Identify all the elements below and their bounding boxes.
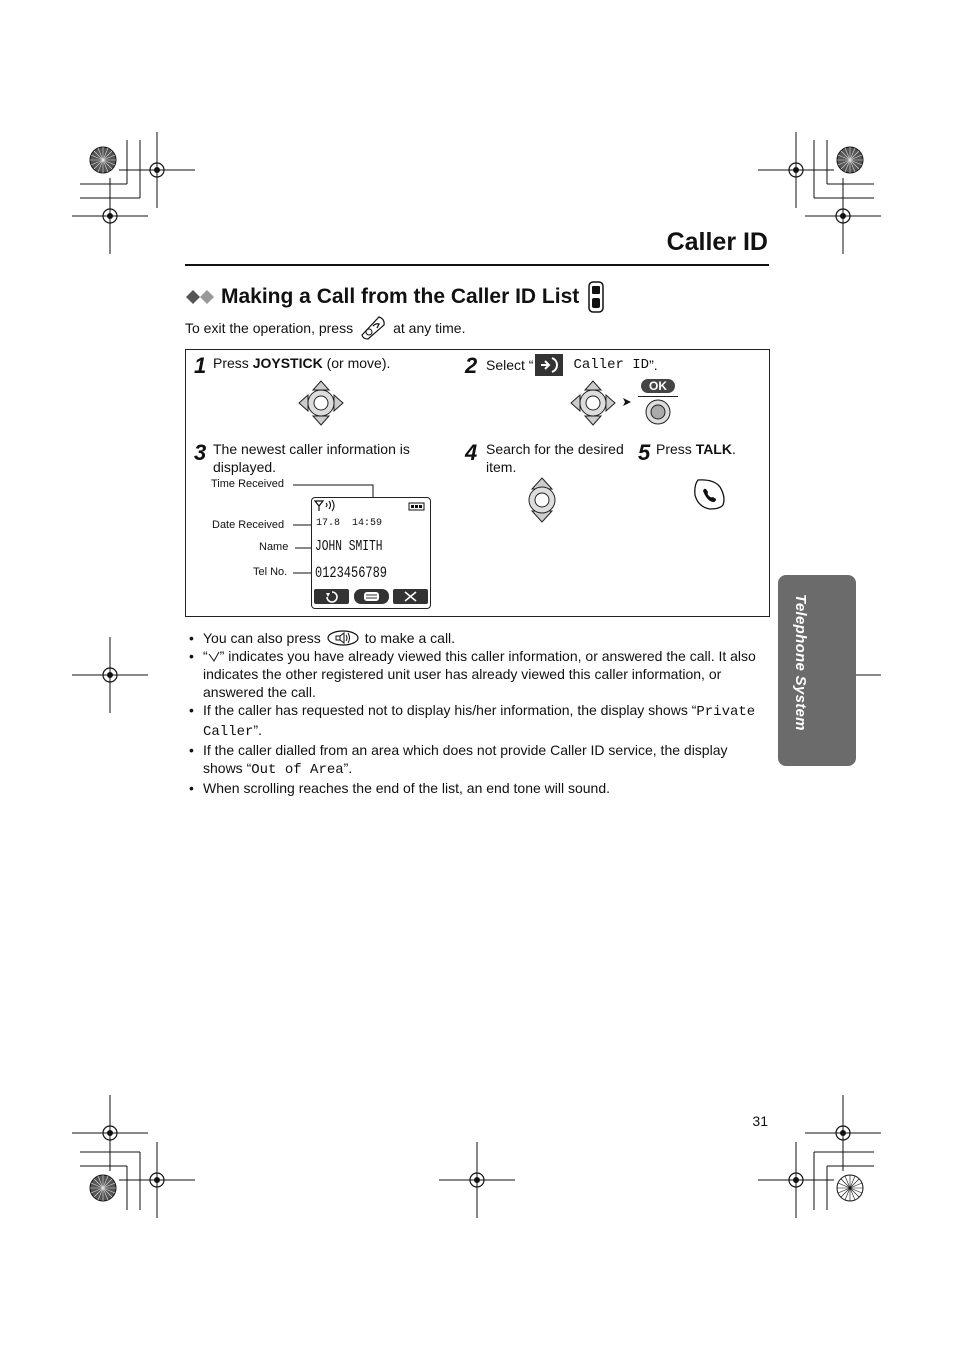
arrow-right-icon [621,396,633,408]
note-4-end: ”. [343,760,353,776]
note-4-display-text: Out of Area [251,762,344,778]
antenna-icon [314,500,338,512]
note-2-end: ” indicates you have already viewed this caller information, or answered the call. It also indicates the other registered unit user has already viewed this caller information, or answered the call. [203,648,756,700]
handset-icon [587,281,605,313]
note-3-start: If the caller has requested not to display his/her information, the display shows “ [203,702,697,718]
label-date-received: Date Received [212,519,285,531]
step-2-menu-item: Caller ID [573,357,650,373]
note-1-end: to make a call. [364,630,456,646]
label-name: Name [259,541,289,553]
step-4-number: 4 [465,440,478,465]
lcd-caller-name: JOHN SMITH [315,538,383,555]
label-tel-no: Tel No. [253,566,288,578]
step-2-text [486,354,658,376]
step-1-number: 1 [194,353,207,378]
joystick-icon [298,380,344,426]
battery-icon [408,502,426,511]
step-1-post: (or move). [322,355,391,371]
notes-list [188,629,768,797]
step-1-text [213,354,390,372]
step-2-post: ”. [649,357,658,373]
note-3-display-text: Private Caller [203,704,756,740]
page-number: 31 [752,1113,768,1129]
step-1-key: JOYSTICK [252,355,323,371]
side-tab [778,575,856,766]
step-5-number: 5 [638,440,651,465]
exit-instruction [185,315,465,341]
label-time-received: Time Received [211,478,284,490]
ok-button-icon [645,399,671,425]
step-2-number: 2 [465,353,478,378]
off-key-icon [359,315,387,341]
lcd-phone-number: 0123456789 [315,564,388,582]
step-5-key: TALK [695,441,732,457]
exit-instruction-end: at any time. [393,320,466,336]
side-tab-label: Telephone System [792,594,809,731]
note-item [188,629,768,647]
exit-instruction-start: To exit the operation, press [185,320,354,336]
note-5-text: When scrolling reaches the end of the list, an end tone will sound. [203,780,611,796]
caller-id-menu-icon [535,354,563,376]
check-mark-icon [208,650,220,662]
step-5-pre: Press [656,441,696,457]
ok-underline [638,396,678,397]
title-divider [185,264,769,266]
step-5-text [656,440,736,458]
step-2-pre: Select “ [486,357,534,373]
step-5-post: . [731,441,736,457]
section-heading [185,281,605,313]
ok-badge: OK [641,379,675,393]
note-item [188,779,768,797]
joystick-icon-2 [570,380,616,426]
joystick-updown-icon [527,477,557,523]
lcd-date-time: 17.8 14:59 [316,518,383,529]
section-title: Making a Call from the Caller ID List [221,285,580,308]
note-item [188,701,768,741]
step-3-text: The newest caller information is displayed. [213,441,410,475]
step-3-number: 3 [194,440,207,465]
note-4-start: If the caller dialled from an area which does not provide Caller ID service, the display shows “ [203,742,728,776]
note-3-end: ”. [253,722,262,738]
page-title: Caller ID [666,228,768,256]
talk-key-icon [692,477,726,511]
step-1-pre: Press [213,355,253,371]
note-2-start: “ [203,648,208,664]
note-1-start: • You can also press [203,630,321,646]
lcd-soft-keys [314,589,428,604]
note-item [188,741,768,779]
step-4-text: Search for the desired item. [486,441,624,475]
double-diamond-icon [185,289,217,305]
speaker-key-icon [327,630,359,646]
note-item [188,647,768,701]
